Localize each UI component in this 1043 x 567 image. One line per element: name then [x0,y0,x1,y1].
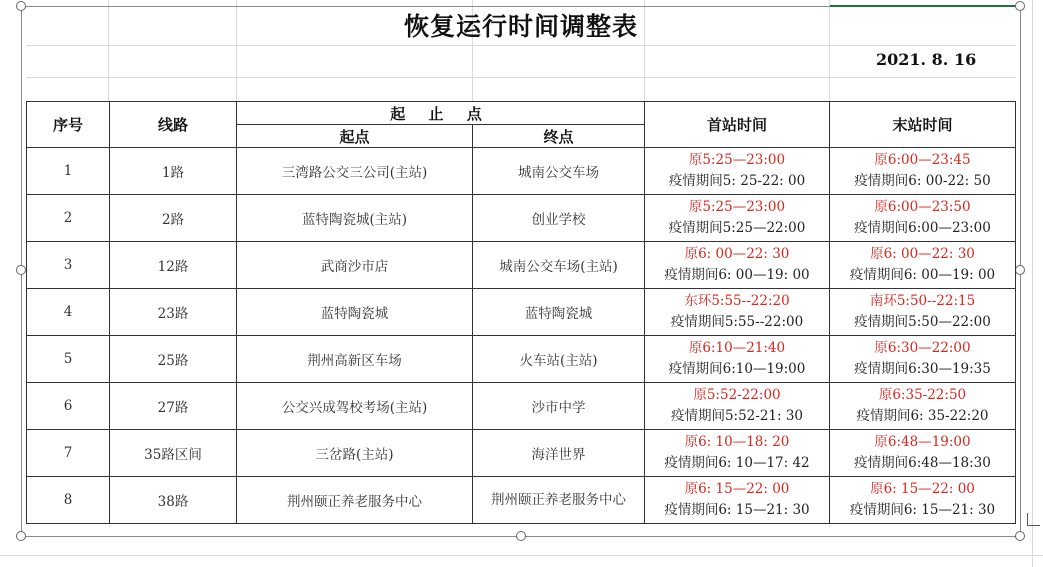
epidemic-time: 疫情期间5:25—22:00 [668,220,806,236]
seq-cell[interactable]: 7 [27,430,110,477]
terminus-cell[interactable]: 荆州颐正养老服务中心 [473,477,645,524]
original-time: 原5:25—23:00 [688,199,786,215]
first-time-cell[interactable] [645,430,830,477]
resize-handle-left[interactable] [16,265,26,275]
table-row [27,148,1016,195]
route-cell[interactable]: 35路区间 [110,430,237,477]
route-cell[interactable]: 2路 [110,195,237,242]
last-time-cell[interactable] [830,336,1016,383]
active-cell-indicator [830,5,1022,7]
seq-cell[interactable]: 4 [27,289,110,336]
route-cell[interactable]: 25路 [110,336,237,383]
route-cell[interactable]: 1路 [110,148,237,195]
terminus-cell[interactable]: 沙市中学 [473,383,645,430]
origin-cell[interactable]: 蓝特陶瓷城 [237,289,473,336]
first-time-cell[interactable] [645,242,830,289]
terminus-cell[interactable]: 火车站(主站) [473,336,645,383]
original-time: 原6:10—21:40 [688,340,786,356]
original-time: 东环5:55--22:20 [684,293,790,309]
epidemic-time: 疫情期间6:00—23:00 [854,220,991,236]
gridline [0,555,1043,556]
epidemic-time: 疫情期间6: 15—21: 30 [849,502,996,518]
last-time-cell[interactable] [830,289,1016,336]
table-row [27,336,1016,383]
original-time: 南环5:50--22:15 [869,293,976,309]
seq-cell[interactable]: 2 [27,195,110,242]
epidemic-time: 疫情期间5:55--22:00 [670,314,804,330]
resize-handle-bottom-right[interactable] [1015,531,1025,541]
seq-cell[interactable]: 5 [27,336,110,383]
last-time-cell[interactable] [830,430,1016,477]
table-row [27,242,1016,289]
resize-handle-right[interactable] [1015,265,1025,275]
last-time-cell[interactable] [830,242,1016,289]
original-time: 原6: 00—22: 30 [870,246,975,262]
table-row [27,195,1016,242]
epidemic-time: 疫情期间6: 35-22:20 [856,408,989,424]
terminus-cell[interactable]: 城南公交车场 [473,148,645,195]
epidemic-time: 疫情期间6: 15—21: 30 [664,502,810,518]
header-last-time: 末站时间 [830,102,1016,148]
original-time: 原6: 15—22: 00 [870,481,975,497]
original-time: 原5:52-22:00 [693,387,781,403]
paste-options-icon[interactable] [1027,513,1040,526]
epidemic-time: 疫情期间5:52-21: 30 [670,408,804,424]
epidemic-time: 疫情期间6:10—19:00 [668,361,806,377]
origin-cell[interactable]: 荆州高新区车场 [237,336,473,383]
original-time: 原6:30—22:00 [874,340,971,356]
header-first-time: 首站时间 [645,102,830,148]
epidemic-time: 疫情期间6:30—19:35 [854,361,991,377]
origin-cell[interactable]: 蓝特陶瓷城(主站) [237,195,473,242]
epidemic-time: 疫情期间5: 25-22: 00 [668,173,806,189]
header-route: 线路 [110,102,237,148]
header-seq: 序号 [27,102,110,148]
seq-cell[interactable]: 1 [27,148,110,195]
epidemic-time: 疫情期间6: 00-22: 50 [854,173,991,189]
resize-handle-top-left[interactable] [16,1,26,11]
table-row [27,383,1016,430]
original-time: 原6: 10—18: 20 [684,434,790,450]
epidemic-time: 疫情期间6: 00—19: 00 [664,267,810,283]
document-date: 2021. 8. 16 [876,50,977,69]
epidemic-time: 疫情期间6: 10—17: 42 [664,455,810,471]
route-cell[interactable]: 23路 [110,289,237,336]
route-cell[interactable]: 12路 [110,242,237,289]
original-time: 原6: 15—22: 00 [684,481,790,497]
schedule-table [26,101,1016,524]
original-time: 原6:00—23:50 [874,199,971,215]
last-time-cell[interactable] [830,477,1016,524]
origin-cell[interactable]: 公交兴成驾校考场(主站) [237,383,473,430]
seq-cell[interactable]: 8 [27,477,110,524]
first-time-cell[interactable] [645,383,830,430]
origin-cell[interactable]: 三湾路公交三公司(主站) [237,148,473,195]
terminus-cell[interactable]: 海洋世界 [473,430,645,477]
origin-cell[interactable]: 荆州颐正养老服务中心 [237,477,473,524]
first-time-cell[interactable] [645,477,830,524]
first-time-cell[interactable] [645,289,830,336]
table-row [27,289,1016,336]
header-terminus: 终点 [473,125,645,148]
header-endpoints: 起 止 点 [237,102,645,125]
resize-handle-bottom-left[interactable] [16,531,26,541]
table-row [27,430,1016,477]
origin-cell[interactable]: 武商沙市店 [237,242,473,289]
seq-cell[interactable]: 3 [27,242,110,289]
terminus-cell[interactable]: 创业学校 [473,195,645,242]
route-cell[interactable]: 38路 [110,477,237,524]
last-time-cell[interactable] [830,383,1016,430]
terminus-cell[interactable]: 蓝特陶瓷城 [473,289,645,336]
first-time-cell[interactable] [645,148,830,195]
resize-handle-bottom[interactable] [516,531,526,541]
resize-handle-top-right[interactable] [1015,1,1025,11]
original-time: 原5:25—23:00 [688,152,786,168]
route-cell[interactable]: 27路 [110,383,237,430]
last-time-cell[interactable] [830,148,1016,195]
epidemic-time: 疫情期间5:50—22:00 [854,314,991,330]
first-time-cell[interactable] [645,195,830,242]
document-title: 恢复运行时间调整表 [403,12,638,41]
epidemic-time: 疫情期间6: 00—19: 00 [849,267,996,283]
seq-cell[interactable]: 6 [27,383,110,430]
original-time: 原6: 00—22: 30 [684,246,790,262]
origin-cell[interactable]: 三岔路(主站) [237,430,473,477]
first-time-cell[interactable] [645,336,830,383]
epidemic-time: 疫情期间6:48—18:30 [854,455,991,471]
original-time: 原6:00—23:45 [874,152,971,168]
original-time: 原6:48—19:00 [874,434,971,450]
gridline [1032,0,1033,567]
original-time: 原6:35-22:50 [878,387,967,403]
header-origin: 起点 [237,125,473,148]
table-row [27,477,1016,524]
terminus-cell[interactable]: 城南公交车场(主站) [473,242,645,289]
gridline [26,77,1016,78]
last-time-cell[interactable] [830,195,1016,242]
